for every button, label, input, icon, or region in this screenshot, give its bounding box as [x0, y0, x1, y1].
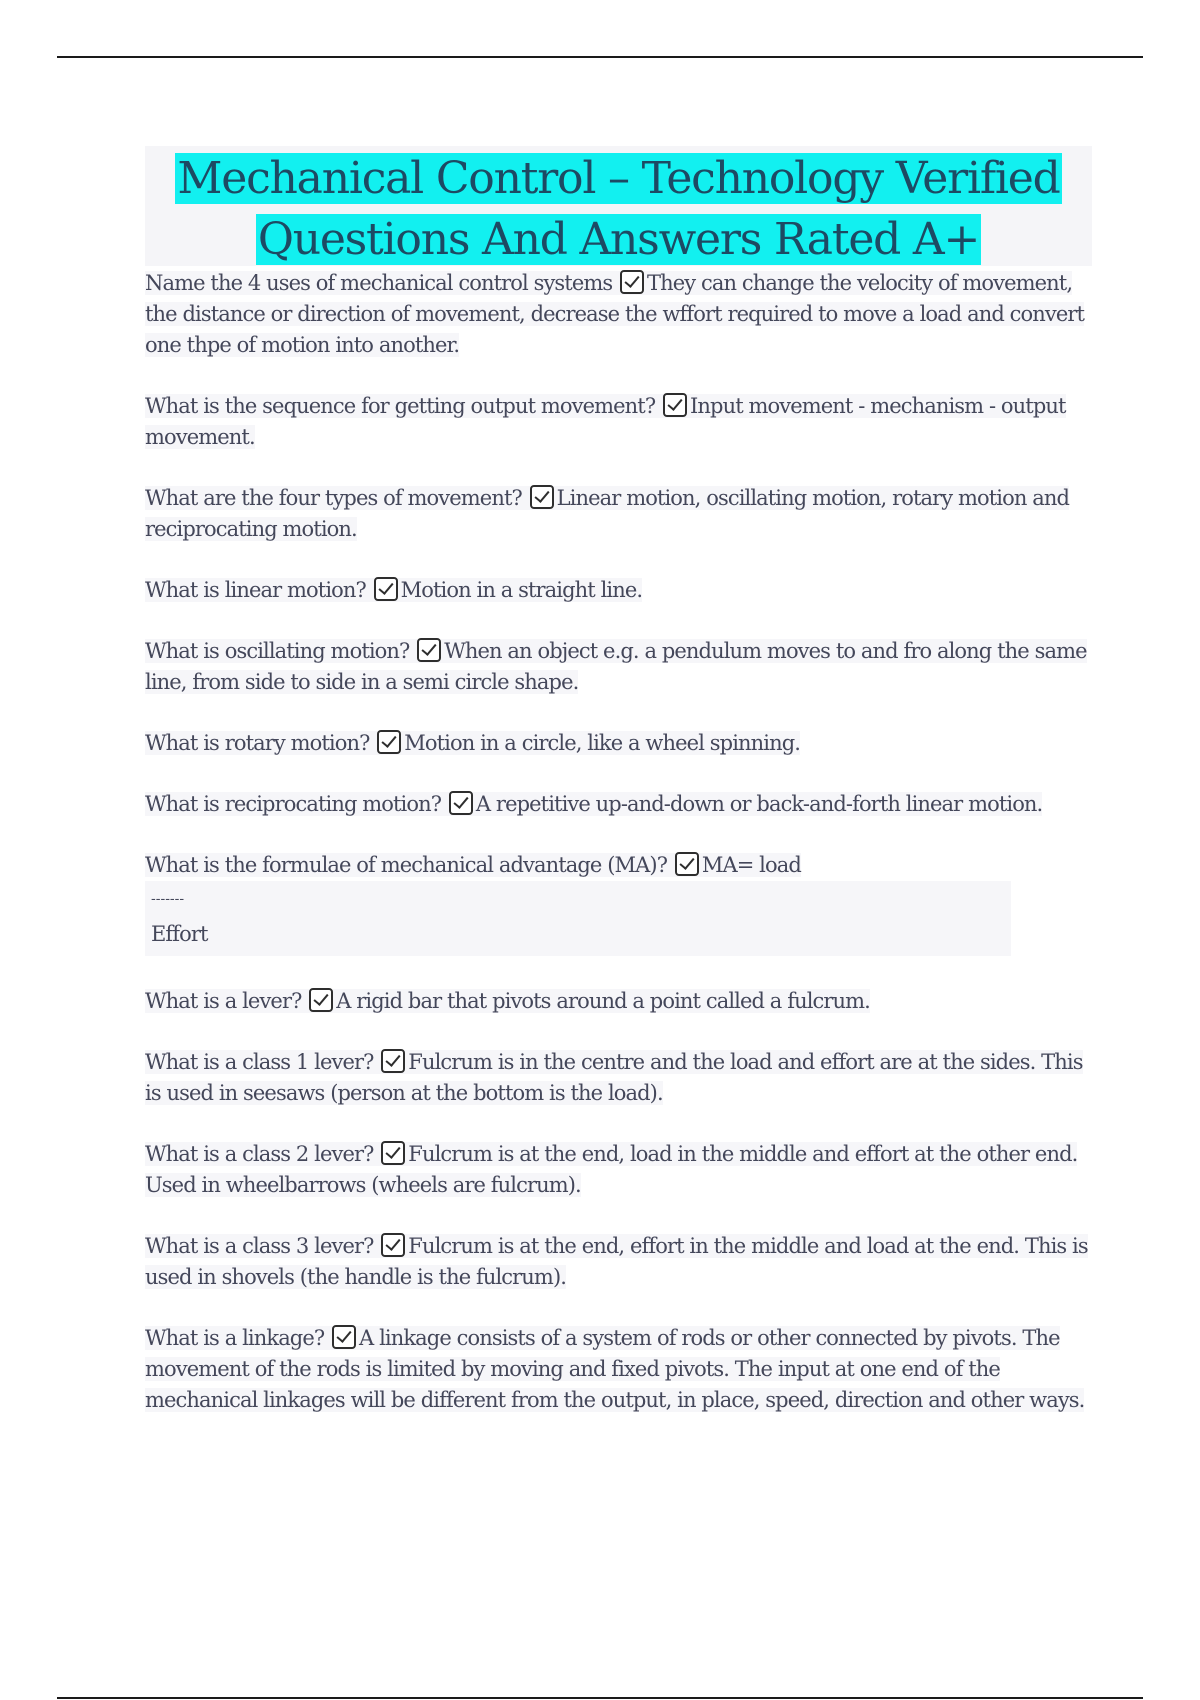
checkbox-checked-icon	[381, 1233, 405, 1257]
qa-item	[145, 986, 1092, 1017]
checkbox-checked-icon	[374, 577, 398, 601]
question-text: What is a class 2 lever?	[145, 1142, 374, 1166]
answer-text: When an object e.g. a pendulum moves to and fro along the same line, from side to side in a semi circle shape.	[145, 639, 1087, 694]
qa-item	[145, 575, 1092, 606]
qa-item	[145, 1231, 1092, 1293]
checkbox-checked-icon	[530, 485, 554, 509]
document-title: Mechanical Control – Technology Verified Questions And Answers Rated A+	[177, 153, 1060, 265]
checkbox-checked-icon	[675, 852, 699, 876]
question-text: What is a class 3 lever?	[145, 1234, 374, 1258]
checkbox-checked-icon	[449, 791, 473, 815]
question-text: What is a class 1 lever?	[145, 1050, 374, 1074]
document-page	[145, 146, 1092, 1446]
question-text: What is oscillating motion?	[145, 639, 410, 663]
title-block	[145, 146, 1092, 266]
formula-effort: Effort	[151, 922, 208, 946]
answer-text: Fulcrum is at the end, effort in the middle and load at the end. This is used in shovels (the handle is the fulcrum).	[145, 1234, 1088, 1289]
checkbox-checked-icon	[332, 1325, 356, 1349]
qa-item	[145, 483, 1092, 545]
qa-item	[145, 1139, 1092, 1201]
formula-denominator	[145, 881, 1011, 956]
question-text: What are the four types of movement?	[145, 486, 522, 510]
checkbox-checked-icon	[620, 270, 644, 294]
answer-text: A repetitive up-and-down or back-and-forth linear motion.	[475, 792, 1043, 816]
question-text: What is the sequence for getting output movement?	[145, 394, 656, 418]
answer-text: They can change the velocity of movement, the distance or direction of movement, decrease the wffort required to move a load and convert one thpe of motion into another.	[145, 271, 1085, 357]
checkbox-checked-icon	[663, 393, 687, 417]
checkbox-checked-icon	[381, 1049, 405, 1073]
answer-text: MA= load	[701, 853, 801, 877]
question-text: Name the 4 uses of mechanical control systems	[145, 271, 613, 295]
qa-item	[145, 636, 1092, 698]
checkbox-checked-icon	[309, 988, 333, 1012]
answer-text: Linear motion, oscillating motion, rotary motion and reciprocating motion.	[145, 486, 1070, 541]
qa-item	[145, 1323, 1092, 1416]
answer-text: Motion in a circle, like a wheel spinning.	[404, 731, 801, 755]
checkbox-checked-icon	[377, 730, 401, 754]
qa-item	[145, 268, 1092, 361]
question-text: What is rotary motion?	[145, 731, 370, 755]
answer-text: Fulcrum is in the centre and the load and effort are at the sides. This is used in seesaws (person at the bottom is the load).	[145, 1050, 1083, 1105]
answer-text: Input movement - mechanism - output movement.	[145, 394, 1066, 449]
qa-item	[145, 391, 1092, 453]
answer-text: A rigid bar that pivots around a point called a fulcrum.	[336, 989, 870, 1013]
bottom-rule	[57, 1697, 1143, 1699]
qa-item	[145, 1047, 1092, 1109]
question-text: What is reciprocating motion?	[145, 792, 442, 816]
fraction-bar: -------	[151, 891, 185, 907]
qa-item	[145, 789, 1092, 820]
question-text: What is a linkage?	[145, 1326, 325, 1350]
checkbox-checked-icon	[381, 1141, 405, 1165]
question-text: What is a lever?	[145, 989, 302, 1013]
answer-text: A linkage consists of a system of rods or other connected by pivots. The movement of the rods is limited by moving and fixed pivots. The input at one end of the mechanical linkages will be different from the output, in place, speed, direction and other ways.	[145, 1326, 1085, 1412]
question-text: What is the formulae of mechanical advantage (MA)?	[145, 853, 668, 877]
answer-text: Motion in a straight line.	[400, 578, 643, 602]
checkbox-checked-icon	[417, 638, 441, 662]
qa-item	[145, 728, 1092, 759]
qa-item-formula	[145, 850, 1092, 956]
top-rule	[57, 56, 1143, 58]
question-text: What is linear motion?	[145, 578, 366, 602]
answer-text: Fulcrum is at the end, load in the middle and effort at the other end. Used in wheelbarrows (wheels are fulcrum).	[145, 1142, 1078, 1197]
